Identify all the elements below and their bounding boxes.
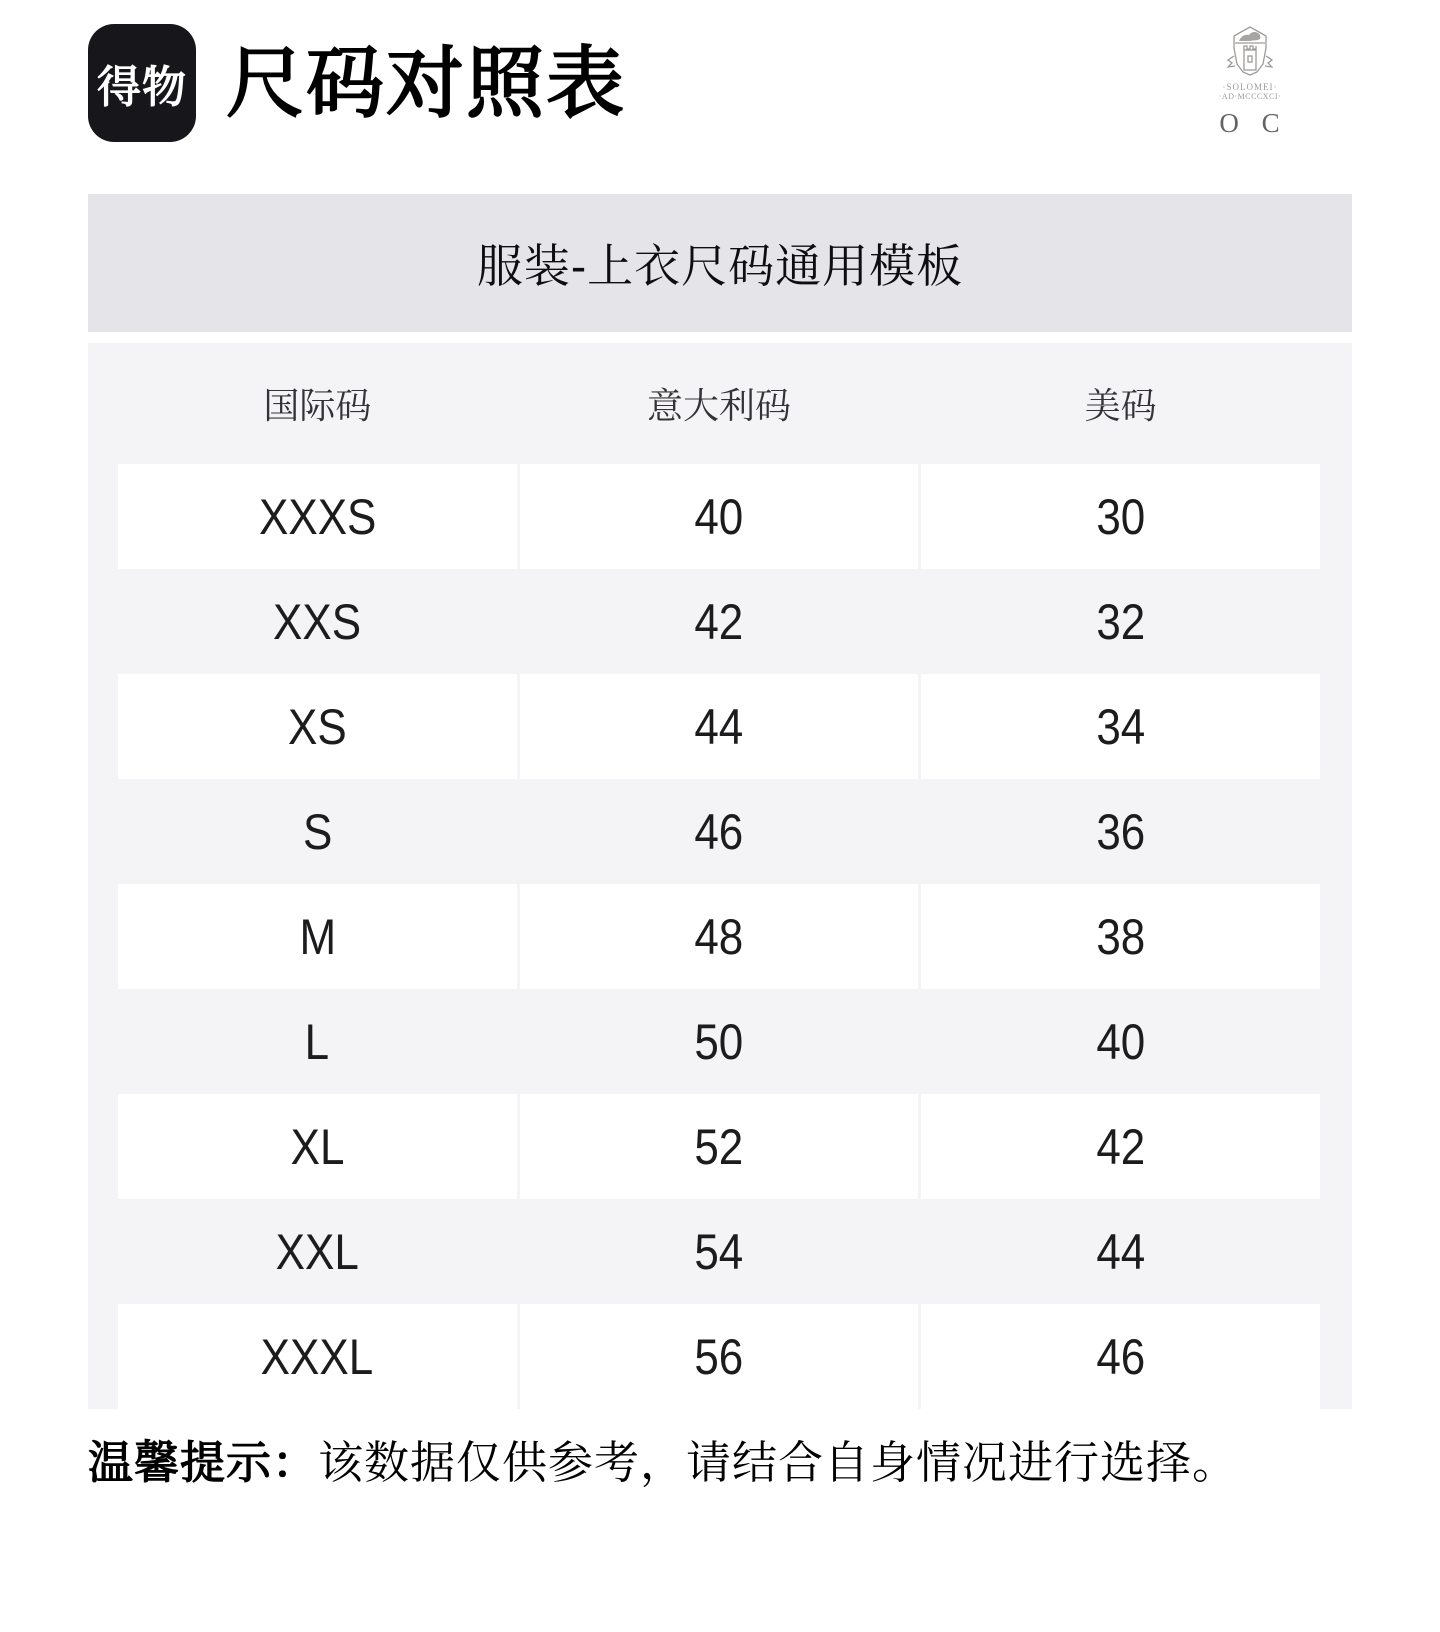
cell-value: XXS <box>273 593 362 650</box>
footer-notice <box>88 1426 1238 1491</box>
size-it-cell <box>520 1199 919 1304</box>
table-row <box>118 569 1320 674</box>
page-title: 尺码对照表 <box>226 39 627 127</box>
size-it-cell <box>520 569 919 674</box>
table-row <box>118 1094 1320 1199</box>
size-us-cell <box>921 1199 1320 1304</box>
size-intl-cell <box>118 464 517 569</box>
cell-value: 44 <box>1096 1223 1146 1280</box>
cell-value: XXXL <box>261 1328 374 1385</box>
size-us-cell <box>921 674 1320 779</box>
table-row <box>118 464 1320 569</box>
size-table-body <box>118 464 1320 1409</box>
table-row <box>118 1199 1320 1304</box>
stamp-oc-letters: O C <box>1219 108 1281 138</box>
size-intl-cell <box>118 779 517 884</box>
cell-value: 46 <box>694 803 744 860</box>
size-intl-cell <box>118 884 517 989</box>
size-intl-cell <box>118 674 517 779</box>
header <box>88 24 626 142</box>
cell-value: 34 <box>1096 698 1146 755</box>
cell-value: 50 <box>694 1013 744 1070</box>
cell-value: XXXS <box>258 488 377 545</box>
cell-value: M <box>298 908 336 965</box>
table-row <box>118 674 1320 779</box>
cell-value: 42 <box>1096 1118 1146 1175</box>
cell-value: 36 <box>1096 803 1146 860</box>
size-us-cell <box>921 464 1320 569</box>
size-us-cell <box>921 779 1320 884</box>
column-header-italian: 意大利码 <box>646 385 791 426</box>
size-us-cell <box>921 884 1320 989</box>
size-intl-cell <box>118 1199 517 1304</box>
stamp-solomei-text: ·SOLOMEI· <box>1222 82 1278 92</box>
cell-value: S <box>302 803 332 860</box>
table-row <box>118 1304 1320 1409</box>
size-it-cell <box>520 884 919 989</box>
solomeo-crest-icon <box>1227 26 1273 80</box>
dewu-logo-text: 得物 <box>97 63 187 112</box>
column-header-international: 国际码 <box>263 385 372 426</box>
size-it-cell <box>520 674 919 779</box>
footer-notice-text: 该数据仅供参考，请结合自身情况进行选择。 <box>318 1437 1239 1488</box>
dewu-logo <box>88 24 196 142</box>
size-intl-cell <box>118 1304 517 1409</box>
size-it-cell <box>520 1304 919 1409</box>
size-us-cell <box>921 989 1320 1094</box>
template-banner-title: 服装-上衣尺码通用模板 <box>476 240 964 292</box>
size-intl-cell <box>118 989 517 1094</box>
size-it-cell <box>520 779 919 884</box>
size-it-cell <box>520 989 919 1094</box>
cell-value: L <box>305 1013 330 1070</box>
size-table-header <box>118 343 1320 464</box>
cell-value: 52 <box>694 1118 744 1175</box>
size-intl-cell <box>118 569 517 674</box>
table-row <box>118 779 1320 884</box>
cell-value: 48 <box>694 908 744 965</box>
footer-notice-label: 温馨提示： <box>88 1437 319 1488</box>
template-banner <box>88 194 1352 332</box>
size-it-cell <box>520 464 919 569</box>
column-header-us: 美码 <box>1084 385 1157 426</box>
table-row <box>118 989 1320 1094</box>
size-intl-cell <box>118 1094 517 1199</box>
cell-value: 54 <box>694 1223 744 1280</box>
cell-value: XL <box>290 1118 345 1175</box>
cell-value: XS <box>287 698 347 755</box>
stamp-year-text: ·AD·MCCCXCI· <box>1218 92 1282 101</box>
size-us-cell <box>921 1094 1320 1199</box>
cell-value: 40 <box>694 488 744 545</box>
cell-value: 32 <box>1096 593 1146 650</box>
cell-value: 56 <box>694 1328 744 1385</box>
cell-value: 42 <box>694 593 744 650</box>
size-us-cell <box>921 569 1320 674</box>
cell-value: 40 <box>1096 1013 1146 1070</box>
size-us-cell <box>921 1304 1320 1409</box>
brand-stamp <box>1192 26 1308 139</box>
cell-value: 30 <box>1096 488 1146 545</box>
cell-value: XXL <box>275 1223 359 1280</box>
table-row <box>118 884 1320 989</box>
cell-value: 38 <box>1096 908 1146 965</box>
size-table <box>88 343 1352 1409</box>
cell-value: 44 <box>694 698 744 755</box>
cell-value: 46 <box>1096 1328 1146 1385</box>
size-it-cell <box>520 1094 919 1199</box>
